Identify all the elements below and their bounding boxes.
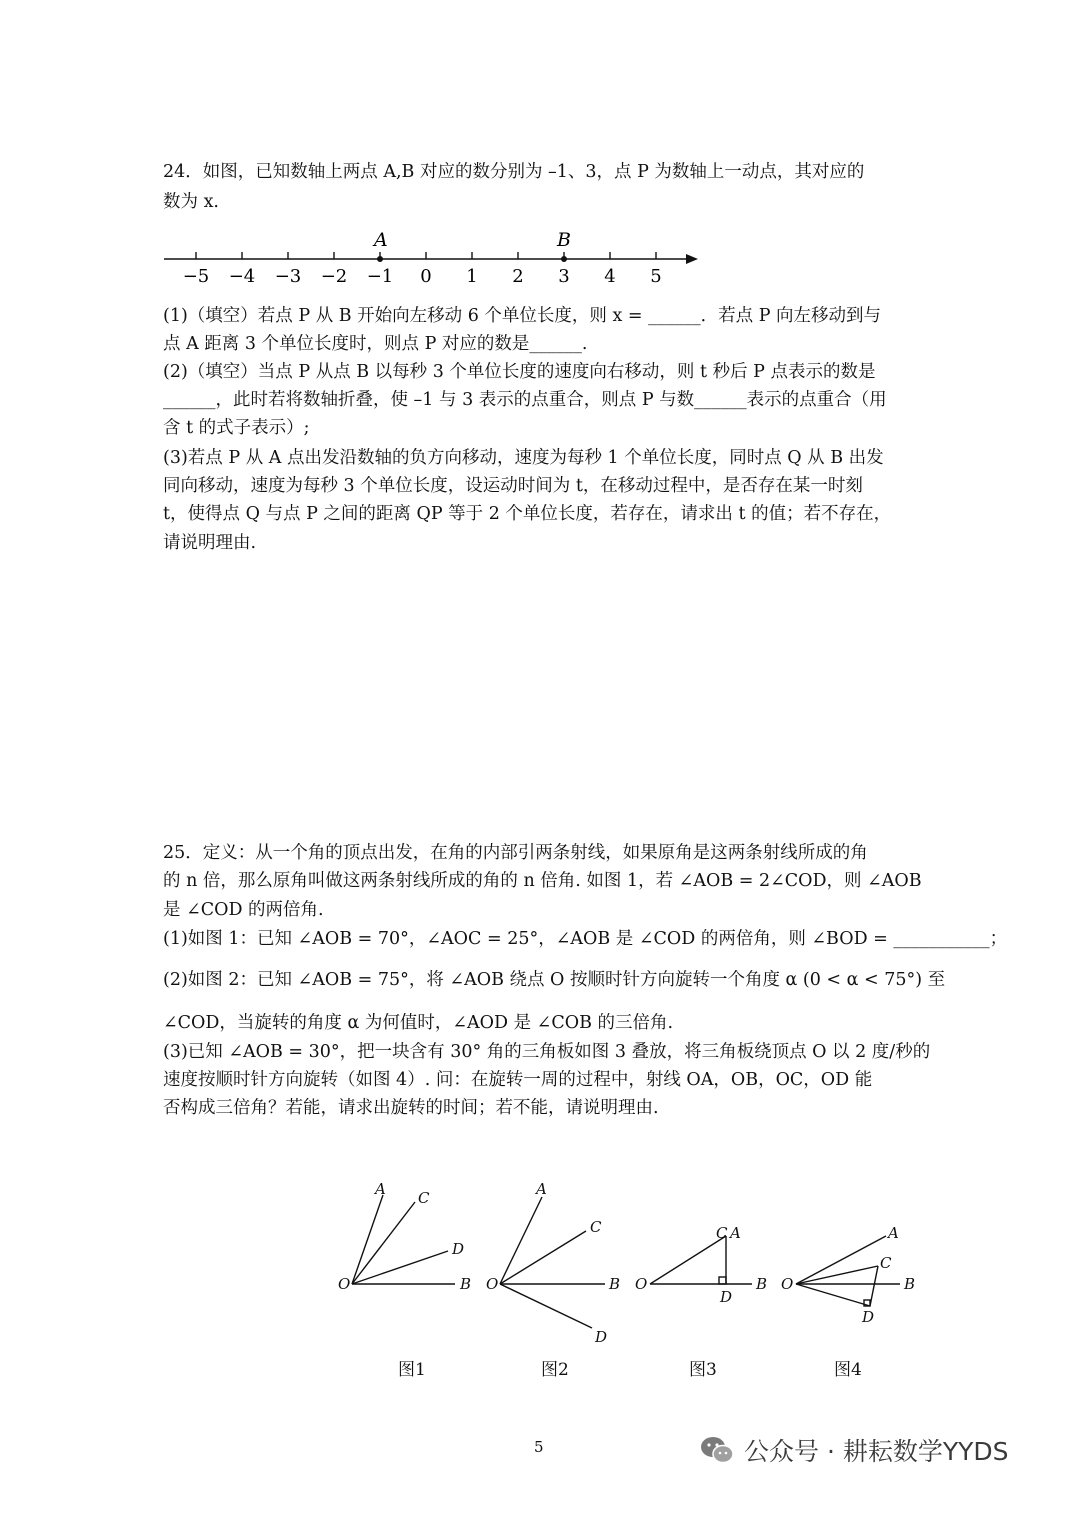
fig2-label-o: O bbox=[486, 1275, 499, 1293]
caption-fig1: 图1 bbox=[398, 1360, 426, 1380]
fig4-ray-od bbox=[796, 1284, 870, 1306]
fig1-ray-oc bbox=[352, 1202, 415, 1284]
fig2-label-a: A bbox=[536, 1180, 547, 1198]
q25-line-7: (3)已知 ∠AOB = 30°，把一块含有 30° 角的三角板如图 3 叠放，将三角板绕顶点 O 以 2 度/秒的 bbox=[163, 1042, 931, 1062]
number-line-figure bbox=[160, 222, 710, 292]
fig4-label-a: A bbox=[888, 1224, 899, 1242]
fig1-ray-oa bbox=[352, 1195, 383, 1284]
fig3-label-b: B bbox=[756, 1275, 768, 1293]
q25-line-2: 的 n 倍，那么原角叫做这两条射线所成的角的 n 倍角. 如图 1，若 ∠AOB = 2∠COD，则 ∠AOB bbox=[163, 871, 922, 891]
fig2-label-d: D bbox=[595, 1328, 608, 1346]
point-a-label: A bbox=[374, 229, 388, 251]
q24-line-7: 含 t 的式子表示）; bbox=[163, 418, 310, 438]
fig1-label-d: D bbox=[452, 1240, 465, 1258]
caption-fig2: 图2 bbox=[541, 1360, 569, 1380]
number-line-tick-label: 1 bbox=[466, 266, 478, 287]
watermark-text: 公众号 · 耕耘数学YYDS bbox=[744, 1437, 1009, 1466]
number-line-tick-label: −5 bbox=[182, 266, 210, 287]
q25-line-4: (1)如图 1：已知 ∠AOB = 70°，∠AOC = 25°，∠AOB 是 ∠COD 的两倍角，则 ∠BOD = ___________； bbox=[163, 929, 1008, 949]
angle-figures bbox=[330, 1170, 930, 1350]
fig4-label-o: O bbox=[781, 1275, 794, 1293]
fig3-right-angle-mark bbox=[719, 1277, 726, 1284]
q24-line-9: 同向移动，速度为每秒 3 个单位长度，设运动时间为 t，在移动过程中，是否存在某一时刻 bbox=[163, 476, 863, 496]
fig4-label-b: B bbox=[904, 1275, 916, 1293]
number-line-tick-label: −3 bbox=[274, 266, 302, 287]
fig4-ray-oa bbox=[796, 1236, 886, 1284]
fig3-label-o: O bbox=[635, 1275, 648, 1293]
q25-line-8: 速度按顺时针方向旋转（如图 4）. 问：在旋转一周的过程中，射线 OA，OB，OC，OD 能 bbox=[163, 1070, 873, 1090]
q24-line-8: (3)若点 P 从 A 点出发沿数轴的负方向移动，速度为每秒 1 个单位长度，同时点 Q 从 B 出发 bbox=[163, 448, 884, 468]
number-line-tick-label: 0 bbox=[420, 266, 432, 287]
fig1-ray-od bbox=[352, 1251, 448, 1284]
number-line-tick-label: 2 bbox=[512, 266, 524, 287]
number-line-tick-label: −1 bbox=[366, 266, 394, 287]
q25-line-9: 否构成三倍角？若能，请求出旋转的时间；若不能，请说明理由. bbox=[163, 1098, 659, 1118]
q24-line-1: 24．如图，已知数轴上两点 A,B 对应的数分别为 –1、3，点 P 为数轴上一动点，其对应的 bbox=[163, 162, 865, 182]
number-line-tick-label: 4 bbox=[604, 266, 616, 287]
fig3-label-d: D bbox=[720, 1288, 733, 1306]
fig2-ray-od bbox=[500, 1284, 592, 1328]
fig1-label-c: C bbox=[418, 1189, 430, 1207]
q25-line-1: 25．定义：从一个角的顶点出发，在角的内部引两条射线，如果原角是这两条射线所成的角 bbox=[163, 843, 868, 863]
fig1-label-o: O bbox=[338, 1275, 351, 1293]
fig4-label-c: C bbox=[880, 1254, 892, 1272]
q24-line-6: ______，此时若将数轴折叠，使 –1 与 3 表示的点重合，则点 P 与数______表示的点重合（用 bbox=[163, 390, 887, 410]
fig2-label-b: B bbox=[609, 1275, 621, 1293]
number-line-tick-label: 5 bbox=[650, 266, 662, 287]
fig1-label-b: B bbox=[460, 1275, 472, 1293]
q24-line-11: 请说明理由. bbox=[163, 533, 257, 553]
caption-fig4: 图4 bbox=[834, 1360, 862, 1380]
point-b-dot bbox=[561, 256, 567, 262]
wechat-icon bbox=[700, 1435, 734, 1465]
q25-line-6: ∠COD，当旋转的角度 α 为何值时，∠AOD 是 ∠COB 的三倍角. bbox=[163, 1013, 674, 1033]
q24-line-10: t，使得点 Q 与点 P 之间的距离 QP 等于 2 个单位长度，若存在，请求出 t 的值；若不存在， bbox=[163, 504, 892, 524]
fig3-label-a: A bbox=[730, 1224, 741, 1242]
q24-line-5: (2)（填空）当点 P 从点 B 以每秒 3 个单位长度的速度向右移动，则 t 秒后 P 点表示的数是 bbox=[163, 362, 876, 382]
q25-line-3: 是 ∠COD 的两倍角. bbox=[163, 900, 324, 920]
q24-line-3: (1)（填空）若点 P 从 B 开始向左移动 6 个单位长度，则 x = ______．若点 P 向左移动到与 bbox=[163, 306, 882, 326]
number-line-tick-label: 3 bbox=[558, 266, 570, 287]
q25-line-5: (2)如图 2：已知 ∠AOB = 75°，将 ∠AOB 绕点 O 按顺时针方向旋转一个角度 α (0 < α < 75°) 至 bbox=[163, 970, 946, 990]
fig3-label-c: C bbox=[716, 1224, 728, 1242]
fig1-label-a: A bbox=[375, 1180, 386, 1198]
q24-line-2: 数为 x. bbox=[163, 192, 219, 212]
caption-fig3: 图3 bbox=[689, 1360, 717, 1380]
fig4-ray-oc bbox=[796, 1266, 878, 1284]
fig4-triangle-side bbox=[870, 1266, 878, 1306]
number-line-tick-label: −4 bbox=[228, 266, 256, 287]
fig2-label-c: C bbox=[590, 1218, 602, 1236]
page-number: 5 bbox=[534, 1438, 544, 1456]
number-line-tick-label: −2 bbox=[320, 266, 348, 287]
fig3-ray-oa bbox=[650, 1236, 726, 1284]
watermark bbox=[700, 1425, 1060, 1475]
q24-line-4: 点 A 距离 3 个单位长度时，则点 P 对应的数是______. bbox=[163, 334, 588, 354]
point-a-dot bbox=[377, 256, 383, 262]
point-b-label: B bbox=[557, 229, 571, 251]
fig4-label-d: D bbox=[862, 1308, 875, 1326]
